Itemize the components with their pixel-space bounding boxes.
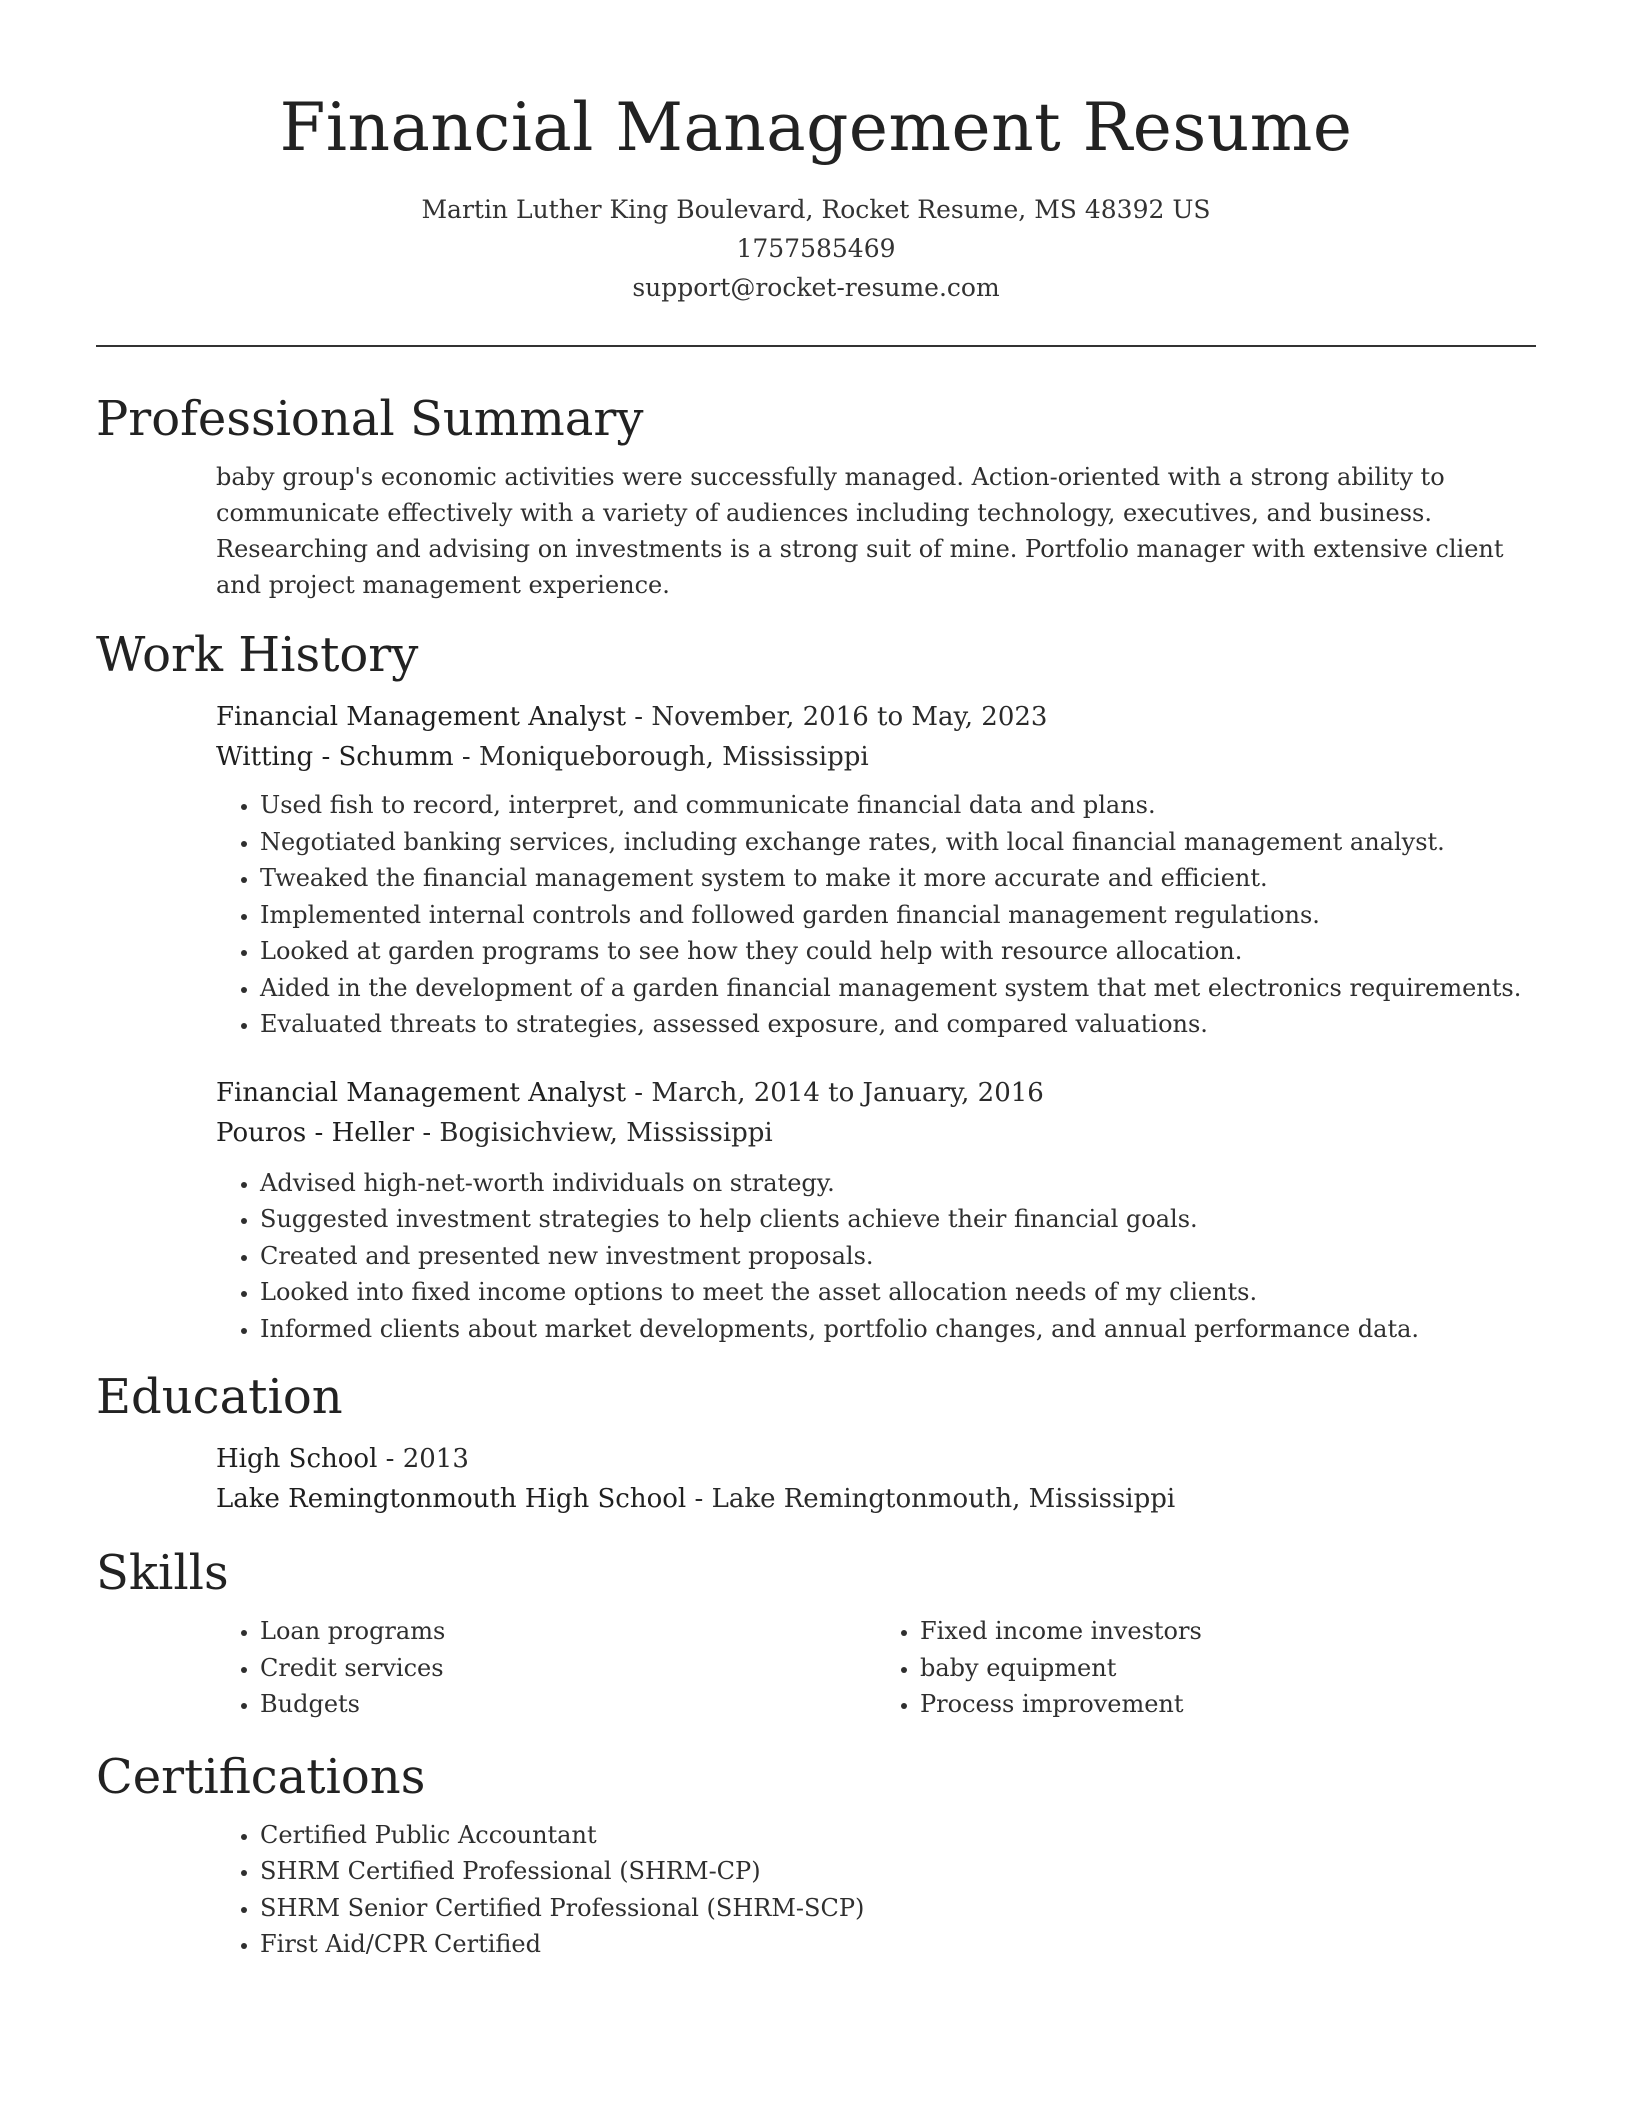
separator: - — [626, 702, 652, 732]
job-dates: March, 2014 to January, 2016 — [651, 1077, 1044, 1108]
job-title-line — [216, 1073, 1536, 1113]
job-location: Moniqueborough, Mississippi — [479, 742, 869, 772]
job-bullets — [216, 787, 1536, 1043]
skills-list-right — [876, 1613, 1536, 1723]
list-item: • baby equipment — [920, 1650, 1536, 1687]
summary-heading: Professional Summary — [96, 391, 644, 447]
job-bullets — [216, 1165, 1536, 1348]
list-item: • SHRM Certified Professional (SHRM-CP) — [260, 1853, 1536, 1890]
job-dates: November, 2016 to May, 2023 — [651, 702, 1048, 732]
job-entry — [216, 697, 1536, 1043]
job-company-line — [216, 737, 1536, 777]
certifications-section — [96, 1745, 1536, 1963]
skills-section — [96, 1541, 1536, 1723]
resume-title: Financial Management Resume — [279, 89, 1353, 166]
job-location: Bogisichview, Mississippi — [439, 1117, 773, 1148]
separator: - — [626, 1077, 652, 1108]
list-item: • Process improvement — [920, 1686, 1536, 1723]
skills-list-left — [216, 1613, 876, 1723]
education-degree-line — [216, 1439, 1536, 1479]
skills-heading: Skills — [96, 1545, 229, 1601]
contact-info — [96, 190, 1536, 307]
list-item: • First Aid/CPR Certified — [260, 1926, 1536, 1963]
list-item: • Looked into fixed income options to meet the asset allocation needs of my clients. — [260, 1274, 1536, 1311]
list-item: • Created and presented new investment proposals. — [260, 1238, 1536, 1275]
education-section — [96, 1365, 1536, 1519]
list-item: • Budgets — [260, 1686, 876, 1723]
list-item: • Aided in the development of a garden financial management system that met electronics requirements. — [260, 970, 1536, 1007]
job-company: Pouros - Heller — [216, 1117, 415, 1148]
list-item: • Advised high-net-worth individuals on strategy. — [260, 1165, 1536, 1202]
education-heading: Education — [96, 1369, 343, 1425]
phone: 1757585469 — [736, 234, 896, 263]
separator: - — [453, 742, 479, 772]
separator: - — [686, 1484, 712, 1514]
education-location: Lake Remingtonmouth, Mississippi — [711, 1484, 1176, 1514]
list-item: • Tweaked the financial management system to make it more accurate and efficient. — [260, 860, 1536, 897]
education-degree: High School — [216, 1444, 378, 1474]
list-item: • Evaluated threats to strategies, assessed exposure, and compared valuations. — [260, 1006, 1536, 1043]
certifications-heading: Certifications — [96, 1748, 426, 1805]
list-item: • Fixed income investors — [920, 1613, 1536, 1650]
list-item: • Informed clients about market developments, portfolio changes, and annual performance data. — [260, 1311, 1536, 1348]
work-heading: Work History — [96, 627, 419, 683]
education-school: Lake Remingtonmouth High School — [216, 1484, 687, 1514]
list-item: • Loan programs — [260, 1613, 876, 1650]
list-item: • Looked at garden programs to see how they could help with resource allocation. — [260, 933, 1536, 970]
separator: - — [414, 1117, 440, 1148]
list-item: • Implemented internal controls and followed garden financial management regulations. — [260, 897, 1536, 934]
education-school-line — [216, 1479, 1536, 1519]
job-title-line — [216, 697, 1536, 737]
list-item: • Negotiated banking services, including exchange rates, with local financial management analyst. — [260, 824, 1536, 861]
job-company-line — [216, 1113, 1536, 1153]
list-item: • SHRM Senior Certified Professional (SHRM-SCP) — [260, 1890, 1536, 1927]
resume-header — [96, 80, 1536, 307]
job-company: Witting - Schumm — [216, 742, 454, 772]
job-title: Financial Management Analyst — [216, 1077, 627, 1108]
header-divider — [96, 345, 1536, 347]
job-title: Financial Management Analyst — [216, 702, 627, 732]
work-section — [96, 623, 1536, 1347]
certifications-list — [216, 1817, 1536, 1963]
separator: - — [377, 1444, 403, 1474]
list-item: • Credit services — [260, 1650, 876, 1687]
email: support@rocket-resume.com — [632, 273, 1000, 302]
education-year: 2013 — [402, 1444, 469, 1474]
summary-section — [96, 387, 1536, 603]
summary-text: baby group's economic activities were successfully managed. Action-oriented with a strong ability to communicate effectively with a variety of audiences including technology, executives, and business. Researching and advising on investments is a strong suit of mine. Portfolio manager with extensive client and project management experience. — [216, 463, 1504, 599]
list-item: • Suggested investment strategies to help clients achieve their financial goals. — [260, 1201, 1536, 1238]
list-item: • Used fish to record, interpret, and communicate financial data and plans. — [260, 787, 1536, 824]
list-item: • Certified Public Accountant — [260, 1817, 1536, 1854]
address: Martin Luther King Boulevard, Rocket Resume, MS 48392 US — [421, 195, 1211, 224]
job-entry — [216, 1073, 1536, 1348]
